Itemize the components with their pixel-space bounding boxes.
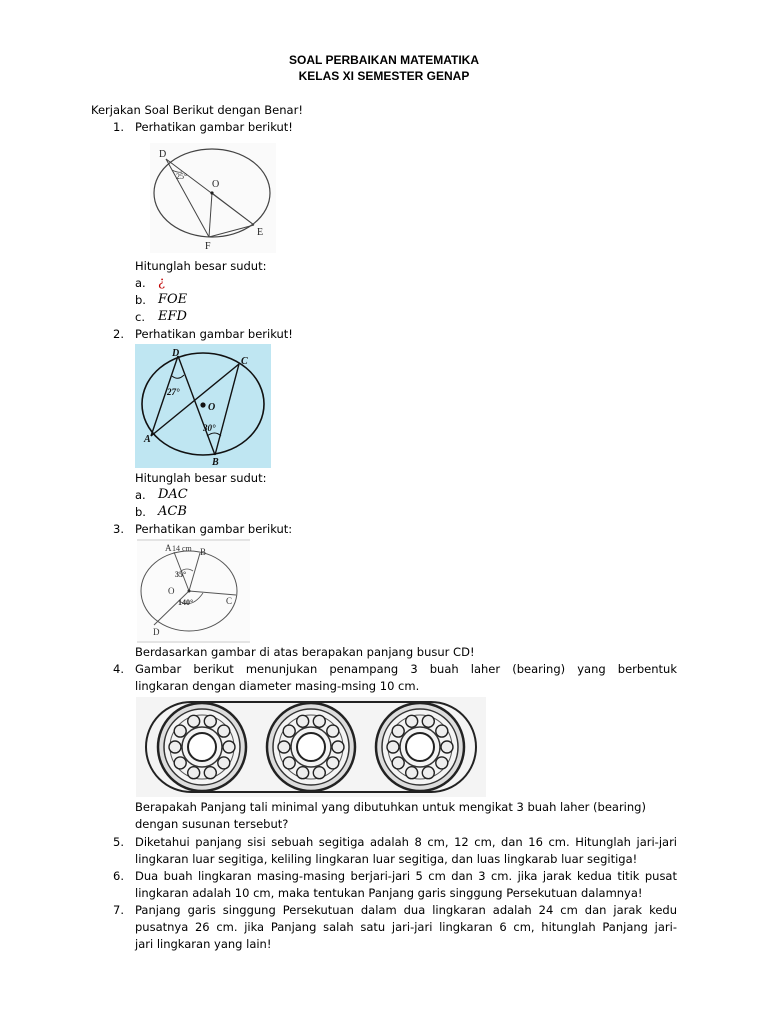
question-1-option-b-letter: b.: [135, 293, 146, 307]
question-7-text-line1: Panjang garis singgung Persekutuan dalam dua lingkaran adalah 24 cm dan jarak kedu: [135, 903, 677, 917]
bearing-ball: [436, 725, 448, 737]
bearing-ball: [204, 715, 216, 727]
question-2-number: 2.: [113, 327, 124, 341]
question-1-option-c-letter: c.: [135, 310, 145, 324]
bearing-ball: [327, 725, 339, 737]
bearing-ball: [297, 715, 309, 727]
question-1-option-a-value: ¿: [158, 275, 165, 290]
q2-angle-27: 27°: [167, 387, 180, 397]
question-1-number: 1.: [113, 120, 124, 134]
question-7-number: 7.: [113, 903, 124, 917]
question-4-bearing-figure: [136, 697, 486, 797]
bearing-ball: [436, 757, 448, 769]
bearing-ball: [174, 757, 186, 769]
q2-center-dot: [200, 402, 205, 407]
q3-label-b: B: [200, 547, 207, 557]
question-1-prompt: Hitunglah besar sudut:: [135, 259, 267, 273]
bearing-2: [267, 703, 355, 791]
q1-center-dot: [210, 191, 213, 194]
bearing-ball: [406, 767, 418, 779]
question-2-figure: [135, 344, 271, 468]
page-subtitle: KELAS XI SEMESTER GENAP: [298, 69, 470, 83]
question-3-text: Perhatikan gambar berikut:: [135, 522, 293, 536]
bearing-ball: [297, 767, 309, 779]
question-6-text-line1: Dua buah lingkaran masing-masing berjari-jari 5 cm dan 3 cm. jika jarak kedua titik pusat: [135, 869, 677, 883]
q3-center-dot: [188, 590, 191, 593]
q2-label-c: C: [241, 356, 248, 367]
q1-angle-value: 25°: [176, 172, 188, 181]
question-2-text: Perhatikan gambar berikut!: [135, 327, 293, 341]
question-1-option-c-value: EFD: [158, 309, 187, 324]
bearing-ball: [422, 715, 434, 727]
instruction: Kerjakan Soal Berikut dengan Benar!: [91, 103, 303, 117]
bearing-ball: [313, 767, 325, 779]
question-2-prompt: Hitunglah besar sudut:: [135, 471, 267, 485]
question-6-text-line2: lingkaran adalah 10 cm, maka tentukan Panjang garis singgung Persekutuan dalamnya!: [135, 886, 643, 900]
bearing-ball: [223, 741, 235, 753]
question-4-text-line2: lingkaran dengan diameter masing-msing 10 cm.: [135, 679, 420, 693]
bearing-ball: [188, 715, 200, 727]
bearing-ball: [327, 757, 339, 769]
question-4-number: 4.: [113, 662, 124, 676]
q3-angle-35: 35°: [175, 570, 187, 579]
question-4-prompt-line2: dengan susunan tersebut?: [135, 817, 289, 831]
question-1-text: Perhatikan gambar berikut!: [135, 120, 293, 134]
q1-label-d: D: [159, 149, 167, 160]
question-7-text-line3: jari lingkaran yang lain!: [135, 937, 272, 951]
bearing-ball: [441, 741, 453, 753]
bearing-ball: [387, 741, 399, 753]
bearing-ball: [392, 757, 404, 769]
question-7-text-line2: pusatnya 26 cm. jika Panjang salah satu jari-jari lingkaran 6 cm, hitunglah Panjang jari-: [135, 920, 677, 934]
bearing-ball: [174, 725, 186, 737]
bearing-ball: [422, 767, 434, 779]
bearing-ball: [188, 767, 200, 779]
q1-label-o: O: [212, 179, 220, 190]
q2-angle-30: 30°: [203, 423, 216, 433]
question-2-option-b-value: ACB: [158, 504, 187, 519]
bearing-3: [376, 703, 464, 791]
bearing-ball: [218, 725, 230, 737]
q3-angle-140: 140°: [178, 598, 194, 607]
bearing-ball: [278, 741, 290, 753]
q3-label-c: C: [226, 596, 233, 606]
bearing-ball: [313, 715, 325, 727]
question-3-number: 3.: [113, 522, 124, 536]
bearing-ball: [283, 725, 295, 737]
q1-label-f: F: [205, 241, 211, 252]
question-1-figure: [150, 143, 276, 253]
bearing-1: [158, 703, 246, 791]
bearing-ball: [218, 757, 230, 769]
bearing-ball: [406, 715, 418, 727]
q2-label-a: A: [144, 434, 151, 445]
q2-label-d: D: [172, 348, 180, 359]
question-4-text-line1: Gambar berikut menunjukan penampang 3 buah laher (bearing) yang berbentuk: [135, 662, 677, 676]
bearing-ball: [169, 741, 181, 753]
question-3-figure: [137, 539, 250, 643]
bearing-ball: [332, 741, 344, 753]
q3-label-a: A: [165, 543, 172, 553]
question-5-number: 5.: [113, 835, 124, 849]
bearing-ball: [392, 725, 404, 737]
page-title: SOAL PERBAIKAN MATEMATIKA: [289, 53, 479, 67]
q1-label-e: E: [257, 227, 264, 238]
question-2-option-a-value: DAC: [158, 487, 188, 502]
q2-label-b: B: [212, 457, 219, 468]
bearing-group: [146, 702, 476, 792]
q3-label-d: D: [153, 627, 160, 637]
question-5-text-line2: lingkaran luar segitiga, keliling lingkaran luar segitiga, dan luas lingkarab luar segitiga!: [135, 852, 638, 866]
question-1-option-b-value: FOE: [158, 292, 188, 307]
bearing-ball: [204, 767, 216, 779]
question-4-prompt-line1: Berapakah Panjang tali minimal yang dibutuhkan untuk mengikat 3 buah laher (bearing): [135, 800, 646, 814]
q3-arc-label: 14 cm: [172, 544, 192, 553]
question-6-number: 6.: [113, 869, 124, 883]
question-5-text-line1: Diketahui panjang sisi sebuah segitiga adalah 8 cm, 12 cm, dan 16 cm. Hitunglah jari-jari: [135, 835, 677, 849]
q3-label-o: O: [168, 586, 175, 596]
question-2-option-b-letter: b.: [135, 505, 146, 519]
question-1-option-a-letter: a.: [135, 276, 146, 290]
question-3-prompt: Berdasarkan gambar di atas berapakan panjang busur CD!: [135, 645, 475, 659]
q2-label-o: O: [208, 402, 216, 413]
bearing-ball: [283, 757, 295, 769]
question-2-option-a-letter: a.: [135, 488, 146, 502]
